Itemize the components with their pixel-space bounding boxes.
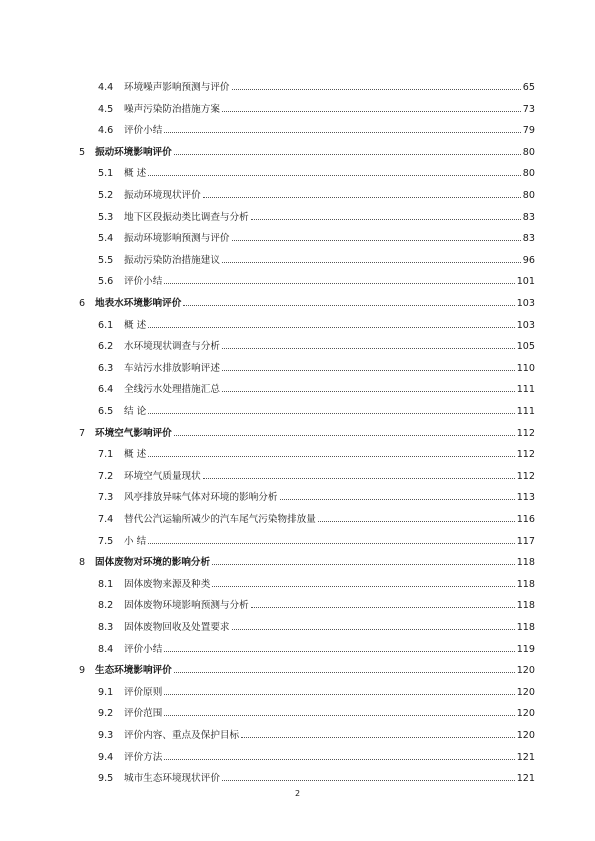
toc-entry-page: 112 <box>516 427 535 439</box>
toc-entry-number: 6.3 <box>98 362 114 374</box>
toc-entry-title: 城市生态环境现状评价 <box>124 773 220 785</box>
toc-entry-title: 水环境现状调查与分析 <box>124 341 220 353</box>
toc-dot-leader <box>164 131 520 133</box>
toc-entry-line <box>124 771 535 786</box>
toc-dot-leader <box>212 563 515 565</box>
toc-section-row[interactable] <box>0 188 595 203</box>
toc-entry-line <box>124 620 535 635</box>
toc-entry-page: 113 <box>516 492 535 504</box>
toc-chapter-row[interactable] <box>0 663 595 678</box>
toc-entry-line <box>124 166 535 181</box>
toc-section-row[interactable] <box>0 166 595 181</box>
toc-dot-leader <box>232 88 521 90</box>
toc-entry-line <box>124 577 535 592</box>
toc-entry-line <box>124 598 535 613</box>
toc-entry-line <box>124 750 535 765</box>
toc-entry-number: 5.1 <box>98 168 114 180</box>
toc-entry-page: 83 <box>522 233 535 245</box>
toc-entry-line <box>124 123 535 138</box>
toc-section-row[interactable] <box>0 231 595 246</box>
toc-entry-title: 环境空气质量现状 <box>124 470 201 482</box>
toc-dot-leader <box>222 261 521 263</box>
toc-entry-page: 101 <box>516 276 535 288</box>
toc-entry-page: 80 <box>522 190 535 201</box>
toc-entry-title: 小 结 <box>124 535 147 547</box>
toc-chapter-row[interactable] <box>0 145 595 160</box>
toc-entry-title: 振动污染防治措施建议 <box>124 254 220 266</box>
toc-entry-page: 73 <box>522 103 535 115</box>
toc-entry-line <box>124 534 535 549</box>
toc-dot-leader <box>203 196 521 198</box>
toc-entry-number: 7 <box>79 427 86 439</box>
toc-entry-page: 79 <box>522 125 535 137</box>
toc-entry-page: 116 <box>516 514 535 525</box>
toc-section-row[interactable] <box>0 577 595 592</box>
toc-section-row[interactable] <box>0 750 595 765</box>
toc-entry-title: 固体废物对环境的影响分析 <box>95 557 211 569</box>
toc-entry-number: 8 <box>79 557 86 569</box>
toc-entry-title: 评价方法 <box>124 751 163 763</box>
toc-entry-number: 5 <box>79 146 86 158</box>
toc-entry-page: 83 <box>522 211 535 223</box>
toc-entry-number: 8.4 <box>98 643 114 655</box>
toc-entry-page: 120 <box>516 686 535 698</box>
toc-entry-number: 5.4 <box>98 233 114 245</box>
toc-section-row[interactable] <box>0 318 595 333</box>
toc-entry-line <box>124 231 535 246</box>
toc-section-row[interactable] <box>0 102 595 117</box>
toc-entry-title: 评价原则 <box>124 686 163 698</box>
toc-entry-title: 概 述 <box>124 319 147 331</box>
toc-dot-leader <box>222 110 521 112</box>
toc-entry-number: 9.1 <box>98 686 114 698</box>
toc-entry-number: 7.5 <box>98 535 114 547</box>
toc-entry-number: 9.3 <box>98 730 114 741</box>
toc-entry-line <box>124 274 535 289</box>
toc-entry-title: 振动环境影响预测与评价 <box>124 233 230 245</box>
toc-entry-page: 120 <box>516 665 535 677</box>
toc-entry-number: 9.2 <box>98 708 114 720</box>
toc-dot-leader <box>280 498 515 500</box>
toc-entry-title: 评价小结 <box>124 125 163 137</box>
toc-entry-line <box>124 490 535 505</box>
toc-entry-line <box>124 685 535 700</box>
toc-dot-leader <box>232 239 521 241</box>
toc-section-row[interactable] <box>0 642 595 657</box>
toc-entry-line <box>124 404 535 419</box>
toc-entry-title: 评价内容、重点及保护目标 <box>124 730 240 741</box>
toc-section-row[interactable] <box>0 706 595 721</box>
toc-entry-number: 5.2 <box>98 190 114 201</box>
toc-section-row[interactable] <box>0 620 595 635</box>
toc-entry-number: 8.3 <box>98 622 114 633</box>
toc-entry-page: 96 <box>522 254 535 266</box>
toc-entry-page: 103 <box>516 319 535 331</box>
toc-entry-title: 振动环境影响评价 <box>95 146 172 158</box>
toc-entry-number: 6.2 <box>98 341 114 353</box>
toc-entry-number: 9.4 <box>98 751 114 763</box>
toc-dot-leader <box>222 369 515 371</box>
toc-entry-line <box>124 318 535 333</box>
toc-section-row[interactable] <box>0 210 595 225</box>
toc-dot-leader <box>164 693 514 695</box>
toc-entry-page: 119 <box>516 643 535 655</box>
toc-dot-leader <box>164 650 514 652</box>
toc-entry-title: 评价范围 <box>124 708 163 720</box>
toc-entry-line <box>95 145 535 160</box>
toc-entry-title: 评价小结 <box>124 643 163 655</box>
toc-entry-number: 5.3 <box>98 211 114 223</box>
toc-entry-page: 118 <box>516 557 535 569</box>
toc-dot-leader <box>251 218 521 220</box>
toc-entry-title: 环境空气影响评价 <box>95 427 172 439</box>
toc-dot-leader <box>222 347 515 349</box>
toc-dot-leader <box>251 606 515 608</box>
toc-entry-page: 120 <box>516 730 535 741</box>
toc-entry-title: 风亭排放异味气体对环境的影响分析 <box>124 492 278 504</box>
toc-dot-leader <box>232 628 515 630</box>
toc-dot-leader <box>164 714 514 716</box>
toc-entry-title: 固体废物回收及处置要求 <box>124 622 230 633</box>
toc-section-row[interactable] <box>0 469 595 484</box>
toc-entry-line <box>124 188 535 203</box>
toc-section-row[interactable] <box>0 447 595 462</box>
toc-dot-leader <box>174 434 515 436</box>
toc-entry-line <box>124 447 535 462</box>
toc-entry-number: 4.5 <box>98 103 114 115</box>
toc-entry-page: 121 <box>516 773 535 785</box>
toc-entry-title: 地下区段振动类比调查与分析 <box>124 211 249 223</box>
toc-entry-title: 地表水环境影响评价 <box>95 298 182 309</box>
toc-chapter-row[interactable] <box>0 555 595 570</box>
toc-entry-number: 7.4 <box>98 514 114 525</box>
toc-section-row[interactable] <box>0 274 595 289</box>
toc-section-row[interactable] <box>0 80 595 95</box>
toc-entry-number: 6.5 <box>98 406 114 417</box>
toc-entry-page: 105 <box>516 341 535 353</box>
toc-entry-page: 118 <box>516 622 535 633</box>
toc-section-row[interactable] <box>0 361 595 376</box>
toc-dot-leader <box>148 326 514 328</box>
toc-section-row[interactable] <box>0 534 595 549</box>
toc-entry-line <box>124 728 535 743</box>
toc-entry-line <box>124 706 535 721</box>
toc-entry-page: 117 <box>516 535 535 547</box>
toc-section-row[interactable] <box>0 253 595 268</box>
toc-dot-leader <box>148 412 514 414</box>
page-number: 2 <box>294 789 301 798</box>
toc-entry-title: 结 论 <box>124 406 147 417</box>
toc-entry-line <box>124 469 535 484</box>
toc-entry-title: 概 述 <box>124 449 147 461</box>
toc-entry-number: 4.4 <box>98 82 114 93</box>
toc-entry-title: 生态环境影响评价 <box>95 665 172 677</box>
toc-section-row[interactable] <box>0 339 595 354</box>
toc-entry-page: 111 <box>516 406 535 417</box>
toc-entry-page: 118 <box>516 600 535 612</box>
toc-entry-number: 5.6 <box>98 276 114 288</box>
toc-section-row[interactable] <box>0 382 595 397</box>
toc-section-row[interactable] <box>0 404 595 419</box>
toc-entry-title: 全线污水处理措施汇总 <box>124 384 220 396</box>
toc-entry-title: 车站污水排放影响评述 <box>124 362 220 374</box>
toc-entry-line <box>124 80 535 95</box>
toc-entry-line <box>95 663 535 678</box>
toc-section-row[interactable] <box>0 512 595 527</box>
toc-entry-page: 103 <box>516 298 535 309</box>
toc-dot-leader <box>222 779 515 781</box>
toc-entry-line <box>124 339 535 354</box>
toc-dot-leader <box>241 736 515 738</box>
toc-entry-page: 80 <box>522 146 535 158</box>
toc-dot-leader <box>174 153 521 155</box>
toc-dot-leader <box>222 390 515 392</box>
toc-entry-line <box>124 253 535 268</box>
toc-entry-number: 7.2 <box>98 470 114 482</box>
toc-section-row[interactable] <box>0 685 595 700</box>
toc-entry-title: 噪声污染防治措施方案 <box>124 103 220 115</box>
toc-entry-number: 7.3 <box>98 492 114 504</box>
toc-section-row[interactable] <box>0 490 595 505</box>
toc-entry-number: 9 <box>79 665 86 677</box>
toc-entry-title: 替代公汽运输所减少的汽车尾气污染物排放量 <box>124 514 316 525</box>
toc-section-row[interactable] <box>0 598 595 613</box>
toc-entry-number: 9.5 <box>98 773 114 785</box>
toc-dot-leader <box>164 758 514 760</box>
toc-entry-line <box>124 210 535 225</box>
toc-entry-page: 121 <box>516 751 535 763</box>
toc-entry-title: 固体废物环境影响预测与分析 <box>124 600 249 612</box>
toc-entry-number: 5.5 <box>98 254 114 266</box>
toc-section-row[interactable] <box>0 123 595 138</box>
toc-dot-leader <box>212 585 514 587</box>
toc-dot-leader <box>174 671 515 673</box>
toc-entry-page: 80 <box>522 168 535 180</box>
toc-entry-title: 固体废物来源及种类 <box>124 578 211 590</box>
toc-entry-number: 6.4 <box>98 384 114 396</box>
toc-section-row[interactable] <box>0 771 595 786</box>
toc-entry-title: 概 述 <box>124 168 147 180</box>
toc-entry-line <box>124 102 535 117</box>
toc-dot-leader <box>183 304 514 306</box>
toc-section-row[interactable] <box>0 728 595 743</box>
toc-entry-number: 4.6 <box>98 125 114 137</box>
toc-entry-number: 7.1 <box>98 449 114 461</box>
toc-entry-page: 112 <box>516 470 535 482</box>
toc-entry-number: 6 <box>79 298 86 309</box>
toc-entry-title: 评价小结 <box>124 276 163 288</box>
toc-dot-leader <box>318 520 515 522</box>
toc-entry-line <box>95 296 535 311</box>
toc-entry-page: 65 <box>522 82 535 93</box>
toc-entry-line <box>124 361 535 376</box>
toc-entry-line <box>124 382 535 397</box>
toc-chapter-row[interactable] <box>0 426 595 441</box>
toc-entry-number: 8.1 <box>98 578 114 590</box>
toc-entry-page: 120 <box>516 708 535 720</box>
toc-entry-title: 环境噪声影响预测与评价 <box>124 82 230 93</box>
toc-entry-number: 6.1 <box>98 319 114 331</box>
toc-entry-line <box>95 426 535 441</box>
toc-dot-leader <box>203 477 515 479</box>
toc-entry-line <box>124 512 535 527</box>
toc-dot-leader <box>164 282 514 284</box>
toc-chapter-row[interactable] <box>0 296 595 311</box>
toc-entry-page: 112 <box>516 449 535 461</box>
toc-dot-leader <box>148 455 514 457</box>
toc-entry-page: 118 <box>516 578 535 590</box>
toc-entry-number: 8.2 <box>98 600 114 612</box>
toc-dot-leader <box>148 174 521 176</box>
toc-entry-line <box>95 555 535 570</box>
toc-entry-page: 110 <box>516 362 535 374</box>
toc-entry-page: 111 <box>516 384 535 396</box>
toc-entry-line <box>124 642 535 657</box>
toc-dot-leader <box>148 542 514 544</box>
toc-entry-title: 振动环境现状评价 <box>124 190 201 201</box>
